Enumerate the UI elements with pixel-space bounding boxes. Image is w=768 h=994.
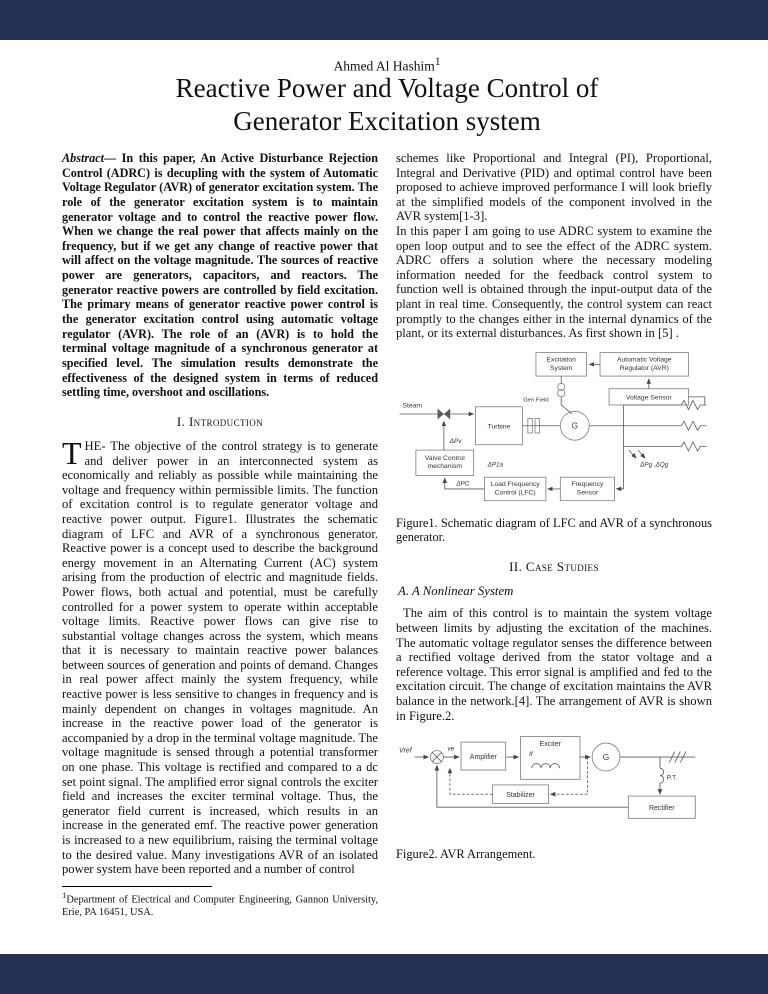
abstract-label: Abstract— [62,151,117,165]
fig2-label-stabilizer: Stabilizer [506,792,535,800]
fig1-label-delta-pg-qg: ΔPg ,ΔQg [640,461,669,469]
author-name: Ahmed Al Hashim [333,58,435,74]
pt-coil [660,768,664,783]
section-heading-case-studies: II. Case Studies [509,558,599,574]
fig1-label-excitation1: Excitation [546,356,576,364]
fig2-label-if: If [528,751,533,759]
fig1-label-avr2: Regulator (AVR) [619,364,669,372]
right-column [396,151,712,920]
introduction-paragraph [62,434,378,877]
exciter-coil [532,764,560,769]
fig1-label-delta-pc: ΔPC [456,480,470,488]
author-affiliation-mark: 1 [434,56,441,68]
footnote-text: Department of Electrical and Computer Engineering, Gannon University, Erie, PA 16451, USA. [62,894,378,918]
fig1-label-lfc1: Load Frequency [490,480,540,488]
footnote-rule [62,886,212,887]
fig1-label-steam: Steam [402,402,423,410]
fig1-connections [400,364,707,489]
introduction-text: HE- The objective of the control strategy is to generate and deliver power in an interconnected system as economically and reliably as possible while maintaining the voltage and frequency within permissible limits. The function of excitation control is to regulate generator voltage and reactive power output. Figure1. Illustrates the schematic diagram of LFC and AVR of a synchronous generator. Reactive power is a concept used to describe the background energy movement in an Alternating Current (AC) system arising from the production of electric and magnitude fields. Power flows, both actual and potential, must be carefully controlled for a power system to operate within acceptable voltage limits. Reactive power flows can give rise to substantial voltage changes across the system, which means that it is necessary to maintain reactive power balances between sources of generation and points of demand. Changes in real power affect mainly the system frequency, while reactive power is less sensitive to changes in frequency and is mainly dependent on changes in voltages magnitude. An increase in the reactive power load of the generator is accompanied by a drop in the terminal voltage magnitude. The voltage magnitude is sensed through a potential transformer on one phase. This voltage is rectified and compared to a dc set point signal. The amplified error signal controls the exciter field and increases the exciter terminal voltage. Thus, the generator field current is increased, which results in an increase in the generated emf. The reactive power generation is increased to a new equilibrium, raising the terminal voltage to the desired value. Many investigations AVR of an isolated power system have been reported and a number of control [62,438,378,877]
fig1-label-lfc2: Control (LFC) [494,489,536,497]
steam-valve-icon [438,408,451,419]
slide-top-bar [0,0,768,40]
figure1 [396,349,712,516]
fig1-label-turbine: Turbine [487,423,511,431]
paragraph-schemes: schemes like Proportional and Integral (PI), Proportional, Integral and Derivative (PID) and optimal control have been proposed to achieve improved performance I will look briefly at the simplified models of the component involved in the AVR system[1-3]. [396,151,712,224]
two-column-body [62,151,712,920]
fig2-label-rectifier: Rectifier [649,805,675,813]
abstract-text: In this paper, An Active Disturbance Rejection Control (ADRC) is decupling with the system of Automatic Voltage Regulator (AVR) of generator excitation system. The role of the generator excitation system is to maintain generator voltage and to control the reactive power flow. When we change the real power that affects mainly on the frequency, but if we get any change of reactive power that will affect on the voltage magnitude. The sources of reactive power are generators, capacitors, and reactors. The generator reactive powers are controlled by field excitation. The primary means of generator reactive power control is the generator excitation control using automatic voltage regulator (AVR). The role of an (AVR) is to hold the terminal voltage magnitude of a synchronous generator at specified level. The simulation results demonstrate the effectiveness of the designed system in terms of reduced settling time, overshoot and oscillations. [62,151,378,400]
paper-title [62,72,712,140]
fig1-label-generator: G [571,421,578,431]
fig1-label-excitation2: System [549,364,573,372]
fig1-label-gen-field: Gen.Field [523,397,549,404]
dropcap-t: T [62,434,82,471]
subsection-a-heading: A. A Nonlinear System [398,583,514,598]
paper-title-line2: Generator Excitation system [233,106,541,137]
fig1-label-delta-pv: ΔPv [449,437,462,445]
fig1-label-voltage-sensor: Voltage Sensor [625,394,672,402]
fig1-label-freq2: Sensor [576,489,599,497]
fig2-label-generator: G [602,751,610,762]
figure2-diagram [396,731,712,847]
figure2 [396,731,712,847]
slide-bottom-bar [0,954,768,994]
abstract-paragraph [62,151,378,400]
fig2-label-vref: Vref [398,747,412,755]
fig1-label-freq1: Frequency [571,480,604,488]
paper-title-line1: Reactive Power and Voltage Control of [175,72,599,103]
fig2-label-amplifier: Amplifier [469,754,497,762]
fig2-label-ve: ve [447,745,455,753]
left-column [62,151,378,920]
paragraph-aim: The aim of this control is to maintain the system voltage between limits by adjusting the excitation of the machines. The automatic voltage regulator senses the difference between a rectified voltage derived from the stator voltage and a reference voltage. This error signal is amplified and fed to the excitation circuit. The change of excitation maintains the AVR balance in the network.[4]. The arrangement of AVR is shown in Figure.2. [396,606,712,723]
figure1-caption: Figure1. Schematic diagram of LFC and AVR of a synchronous generator. [396,515,712,545]
fig1-label-valve2: mechanism [427,462,463,470]
footnote [62,890,378,920]
fig1-label-valve1: Valve Control [424,454,465,462]
footnote-mark: 1 [62,889,67,900]
figure2-caption: Figure2. AVR Arrangement. [396,847,536,862]
fig1-boxes [416,352,689,500]
section-heading-introduction: I. Introduction [176,413,264,429]
paragraph-adrc: In this paper I am going to use ADRC system to examine the open loop output and to see the effect of the ADRC system. ADRC offers a solution where the necessary modeling information needed for the feedback control system to function well is obtained through the input-output data of the plant in real time. Consequently, the control system can react promptly to the changes either in the internal dynamics of the plant, or its external disturbances. As first shown in [5] . [396,223,712,341]
fig1-label-delta-p1a: ΔP1a [487,461,504,469]
fig1-label-avr1: Automatic Voltage [617,356,672,364]
fig2-label-pt: P.T. [666,774,678,782]
paper-content [0,40,768,954]
figure1-diagram [396,349,712,516]
fig2-label-exciter: Exciter [539,741,561,749]
